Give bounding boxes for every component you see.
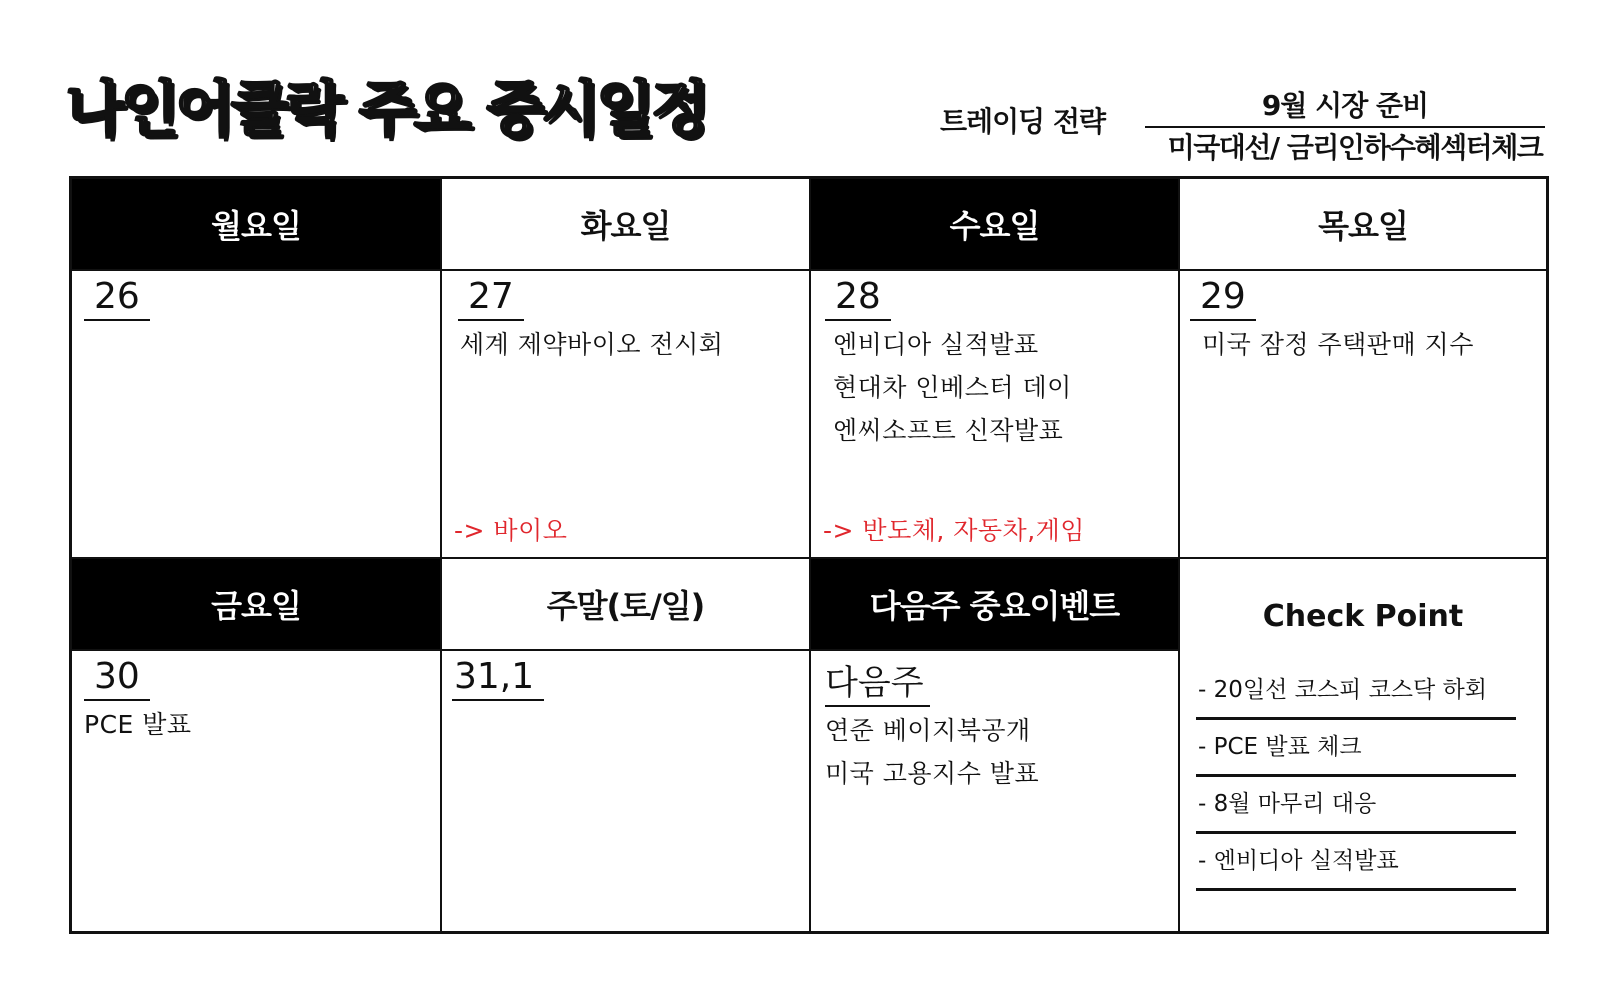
strategy-line-2: 미국대선/ 금리인하수혜섹터체크 [1167,131,1543,164]
schedule-grid [69,176,1549,934]
event-item: 세계 제약바이오 전시회 [460,330,724,359]
event-item: 연준 베이지북공개 [825,716,1031,745]
event-item: 엔비디아 실적발표 [833,330,1039,359]
cell-wednesday [811,271,1180,559]
next-week-heading: 다음주 [825,661,930,707]
date-thursday: 29 [1190,275,1256,321]
cell-friday [72,651,442,931]
check-point-item: - 8월 마무리 대응 [1196,781,1516,834]
cell-tuesday [442,271,811,559]
check-point-title: Check Point [1262,599,1464,634]
header-friday: 금요일 [72,559,442,651]
header-next-week: 다음주 중요이벤트 [811,559,1180,651]
page-title: 나인어클락 주요 증시일정 [66,75,707,145]
event-item: 미국 잠정 주택판매 지수 [1202,330,1474,359]
strategy-line-1: 9월 시장 준비 [1145,84,1545,128]
cell-monday [72,271,442,559]
event-item: 현대차 인베스터 데이 [833,373,1072,402]
event-item: PCE 발표 [84,710,192,739]
date-monday: 26 [84,275,150,321]
check-point-list [1196,667,1516,895]
header-thursday: 목요일 [1180,179,1546,271]
events-friday [84,703,192,746]
events-tuesday [460,323,723,366]
date-wednesday: 28 [825,275,891,321]
check-point-item: - 20일선 코스피 코스닥 하회 [1196,667,1516,720]
date-friday: 30 [84,655,150,701]
cell-next-week [811,651,1180,931]
cell-weekend [442,651,811,931]
date-weekend: 31,1 [452,655,544,701]
events-next-week [825,709,1039,795]
check-point-item: - PCE 발표 체크 [1196,724,1516,777]
date-tuesday: 27 [458,275,524,321]
events-thursday [1202,323,1474,366]
strategy-label: 트레이딩 전략 [940,105,1106,138]
cell-thursday [1180,271,1546,559]
check-point-panel [1180,559,1546,931]
header-weekend: 주말(토/일) [442,559,811,651]
header-tuesday: 화요일 [442,179,811,271]
header-wednesday: 수요일 [811,179,1180,271]
note-tuesday: -> 바이오 [454,516,568,545]
events-wednesday [833,323,1072,452]
note-wednesday: -> 반도체, 자동차,게임 [823,516,1085,545]
event-item: 엔씨소프트 신작발표 [833,416,1064,445]
check-point-item: - 엔비디아 실적발표 [1196,838,1516,891]
event-item: 미국 고용지수 발표 [825,759,1040,788]
header-monday: 월요일 [72,179,442,271]
